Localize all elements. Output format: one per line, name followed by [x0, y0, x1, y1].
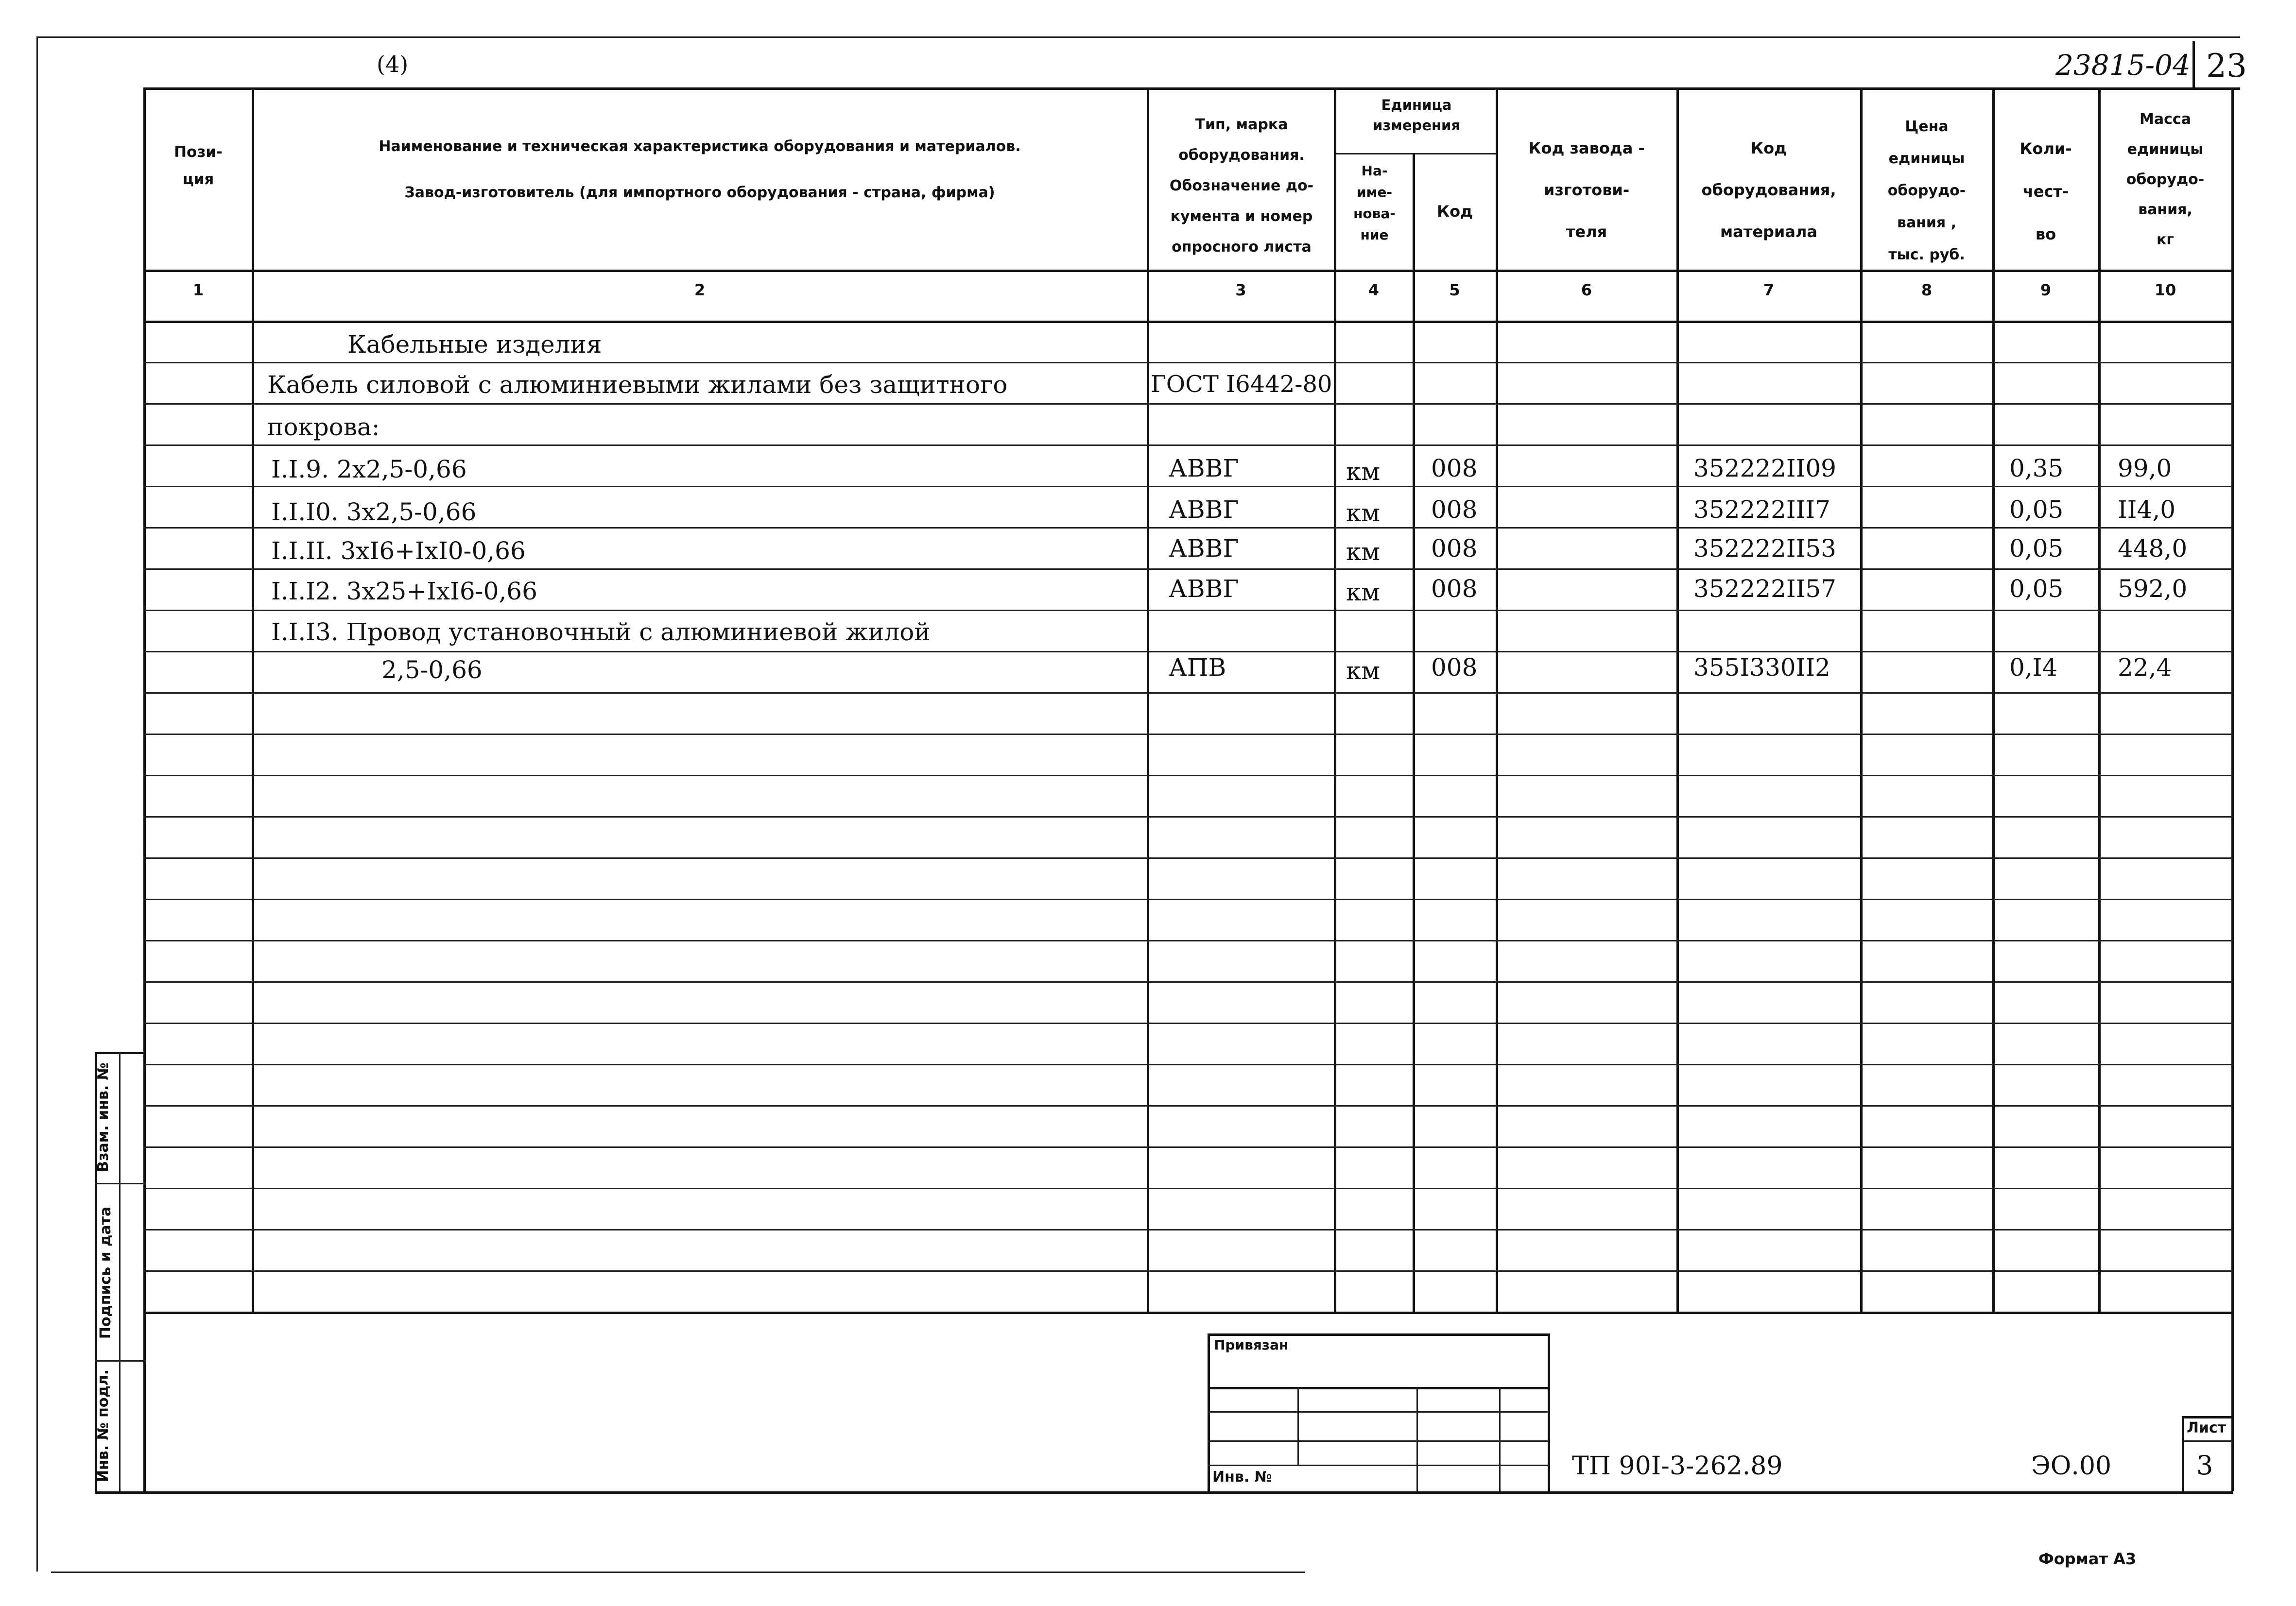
col-line-5 [1496, 87, 1498, 1312]
colnum-2: 2 [694, 281, 706, 299]
frame-top-line [36, 36, 2240, 38]
list-box-top [2182, 1416, 2233, 1418]
item-type: ГОСТ I6442-80 [1151, 371, 1332, 398]
item-qty: 0,05 [2009, 534, 2064, 563]
privyazan-row2 [1208, 1440, 1549, 1442]
list-value: 3 [2196, 1450, 2213, 1481]
section-code: ЭО.00 [2031, 1452, 2112, 1481]
item-unit: км [1346, 657, 1381, 685]
col-line-10 [2231, 87, 2234, 1491]
header-unit-name: На- име- нова- ние [1353, 163, 1396, 243]
privyazan-sep [1208, 1387, 1549, 1389]
colnum-9: 9 [2040, 281, 2052, 299]
list-box-left [2182, 1416, 2184, 1491]
sheet-code: (4) [377, 51, 409, 77]
item-name: Кабельные изделия [347, 330, 602, 359]
colnum-1: 1 [192, 281, 204, 299]
item-name: I.I.9. 2x2,5-0,66 [271, 455, 467, 483]
col-line-8 [1992, 87, 1995, 1312]
item-mass: 592,0 [2118, 575, 2188, 603]
item-name: 2,5-0,66 [381, 656, 483, 684]
item-name: I.I.I2. 3x25+IxI6-0,66 [271, 577, 537, 605]
inv-no-label: Инв. № [1212, 1469, 1272, 1486]
privyazan-col3 [1499, 1387, 1501, 1491]
item-unit: км [1346, 578, 1381, 606]
privyazan-top [1208, 1333, 1549, 1336]
item-mass: 22,4 [2118, 653, 2172, 682]
side-label-inv: Инв. № подл. [95, 1369, 112, 1483]
item-unit: км [1346, 538, 1381, 566]
item-unit-code: 008 [1431, 575, 1478, 603]
header-unit-group: Единица измерения [1373, 97, 1460, 134]
item-type: АПВ [1169, 653, 1226, 682]
header-equip-code: Код оборудования, материала [1701, 139, 1836, 241]
item-unit-code: 008 [1431, 653, 1478, 682]
colnum-7: 7 [1763, 281, 1775, 299]
item-unit: км [1346, 499, 1381, 527]
item-qty: 0,35 [2009, 454, 2064, 482]
page-number: 23 [2206, 47, 2247, 85]
colnum-bottom-border [143, 321, 2233, 323]
item-unit: км [1346, 458, 1381, 486]
list-label: Лист [2187, 1419, 2227, 1436]
header-unit-code: Код [1437, 202, 1473, 221]
list-box-sep [2182, 1440, 2233, 1442]
side-stamp-bottom [95, 1491, 146, 1494]
item-unit-code: 008 [1431, 454, 1478, 482]
item-equip-code: 352222II09 [1693, 454, 1836, 482]
item-name: покрова: [267, 413, 380, 441]
side-label-podpis: Подпись и дата [97, 1206, 114, 1339]
item-mass: 99,0 [2118, 454, 2172, 482]
item-unit-code: 008 [1431, 495, 1478, 524]
item-type: АВВГ [1169, 575, 1239, 603]
privyazan-row1 [1208, 1411, 1549, 1413]
item-qty: 0,05 [2009, 495, 2064, 524]
item-equip-code: 352222III7 [1693, 495, 1830, 524]
colnum-6: 6 [1581, 281, 1592, 299]
frame-left-line [36, 36, 38, 1572]
colnum-8: 8 [1921, 281, 1933, 299]
designation: ТП 90I-3-262.89 [1572, 1452, 1783, 1481]
table-top-border [143, 87, 2233, 90]
colnum-3: 3 [1235, 281, 1246, 299]
col-line-4 [1413, 153, 1415, 1312]
item-equip-code: 352222II57 [1693, 575, 1836, 603]
privyazan-col2 [1416, 1387, 1418, 1491]
doc-number: 23815-04 [2055, 49, 2191, 82]
col-line-7 [1860, 87, 1863, 1312]
privyazan-label: Привязан [1214, 1337, 1289, 1353]
item-unit-code: 008 [1431, 534, 1478, 563]
item-mass: 448,0 [2118, 534, 2188, 563]
colnum-4: 4 [1368, 281, 1380, 299]
header-position: Пози- ция [174, 143, 223, 188]
item-name: I.I.II. 3xI6+IxI0-0,66 [271, 537, 526, 565]
header-mass: Масса единицы оборудо- вания, кг [2126, 111, 2205, 248]
header-name-line1: Наименование и техническая характеристика оборудования и материалов. [379, 138, 1021, 155]
item-name: I.I.I3. Провод установочный с алюминиевой жилой [271, 618, 931, 646]
item-type: АВВГ [1169, 534, 1239, 563]
header-name-line2: Завод-изготовитель (для импортного оборудования - страна, фирма) [404, 184, 995, 201]
item-mass: II4,0 [2118, 495, 2176, 524]
item-equip-code: 355I330II2 [1693, 653, 1830, 682]
header-quantity: Коли- чест- во [2020, 139, 2072, 243]
page-number-divider [2192, 41, 2195, 87]
side-stamp-inner [119, 1052, 121, 1491]
frame-bottom-line [51, 1572, 1305, 1573]
item-type: АВВГ [1169, 454, 1239, 482]
header-plant-code: Код завода - изготови- теля [1528, 139, 1645, 241]
col-line-3 [1334, 87, 1336, 1312]
col-line-2 [1147, 87, 1149, 1312]
col-line-1 [252, 87, 254, 1312]
col-line-6 [1676, 87, 1679, 1312]
title-block-bottom [143, 1491, 2233, 1494]
colnum-5: 5 [1449, 281, 1460, 299]
colnum-10: 10 [2154, 281, 2176, 299]
header-price: Цена единицы оборудо- вания , тыс. руб. [1887, 118, 1966, 263]
item-type: АВВГ [1169, 495, 1239, 524]
item-equip-code: 352222II53 [1693, 534, 1836, 563]
privyazan-col1 [1297, 1387, 1299, 1465]
item-qty: 0,05 [2009, 575, 2064, 603]
format-label: Формат А3 [2038, 1550, 2137, 1568]
side-label-vzam: Взам. инв. № [95, 1062, 112, 1172]
item-qty: 0,I4 [2009, 653, 2058, 682]
item-name: I.I.I0. 3x2,5-0,66 [271, 498, 477, 526]
privyazan-row3 [1208, 1465, 1549, 1466]
col-line-9 [2098, 87, 2101, 1312]
header-type: Тип, марка оборудования. Обозначение до- кумента и номер опросного листа [1169, 116, 1314, 256]
item-name: Кабель силовой с алюминиевыми жилами без защитного [267, 371, 1008, 399]
